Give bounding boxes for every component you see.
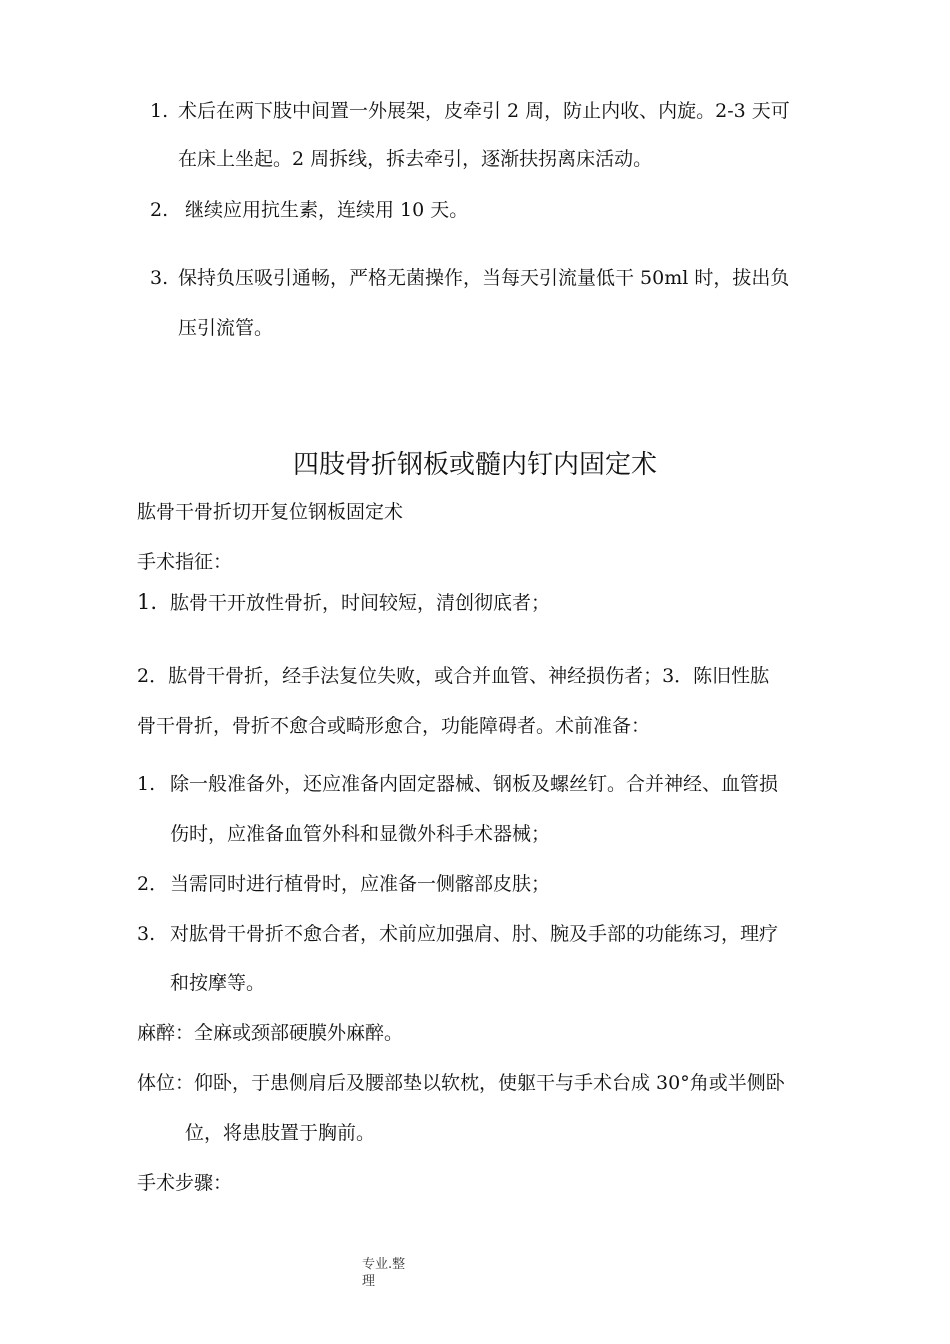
list-item-text: 除一般准备外，还应准备内固定器械、钢板及螺丝钉。合并神经、血管损 bbox=[170, 773, 779, 795]
list-item-text: 保持负压吸引通畅，严格无菌操作，当每天引流量低干 50ml 时，拔出负 bbox=[178, 267, 790, 289]
list-item-text: 和按摩等。 bbox=[170, 972, 266, 994]
subsection-title: 肱骨干骨折切开复位钢板固定术 bbox=[137, 501, 404, 523]
list-number: 3. bbox=[137, 923, 156, 945]
list-item-text: 伤时，应准备血管外科和显微外科手术器械； bbox=[170, 823, 551, 845]
list-item-text: 术后在两下肢中间置一外展架，皮牵引 2 周，防止内收、内旋。2-3 天可 bbox=[178, 100, 790, 122]
list-number: 2． bbox=[137, 873, 169, 895]
list-number: 3. bbox=[150, 267, 169, 289]
paragraph-line: 骨干骨折，骨折不愈合或畸形愈合，功能障碍者。术前准备： bbox=[137, 715, 651, 737]
list-item-text: 对肱骨干骨折不愈合者，术前应加强肩、肘、腕及手部的功能练习，理疗 bbox=[170, 923, 779, 945]
list-number: 2. bbox=[150, 199, 169, 221]
list-item-text: 在床上坐起。2 周拆线，拆去牵引，逐渐扶拐离床活动。 bbox=[178, 148, 653, 170]
list-item-text: 肱骨干开放性骨折，时间较短，清创彻底者； bbox=[170, 592, 551, 614]
list-number: 1. bbox=[137, 773, 156, 795]
position-text: 体位：仰卧，于患侧肩后及腰部垫以软枕，使躯干与手术台成 30°角或半侧卧 bbox=[137, 1072, 785, 1094]
list-number: 1. bbox=[150, 100, 169, 122]
list-item-text: 当需同时进行植骨时，应准备一侧髂部皮肤； bbox=[170, 873, 551, 895]
list-item-text: 压引流管。 bbox=[178, 317, 274, 339]
footer-text: 理 bbox=[362, 1274, 376, 1289]
list-number: 1. bbox=[137, 590, 158, 614]
section-title: 四肢骨折钢板或髓内钉内固定术 bbox=[292, 450, 657, 480]
list-item-text: 继续应用抗生素，连续用 10 天。 bbox=[185, 199, 469, 221]
indications-label: 手术指征： bbox=[137, 551, 233, 573]
position-text: 位，将患肢置于胸前。 bbox=[185, 1122, 376, 1144]
steps-label: 手术步骤： bbox=[137, 1172, 233, 1194]
paragraph-line: 2．肱骨干骨折，经手法复位失败，或合并血管、神经损伤者；3．陈旧性肱 bbox=[137, 665, 770, 687]
footer-text: 专业.整 bbox=[362, 1257, 406, 1272]
anesthesia-text: 麻醉：全麻或颈部硬膜外麻醉。 bbox=[137, 1022, 404, 1044]
